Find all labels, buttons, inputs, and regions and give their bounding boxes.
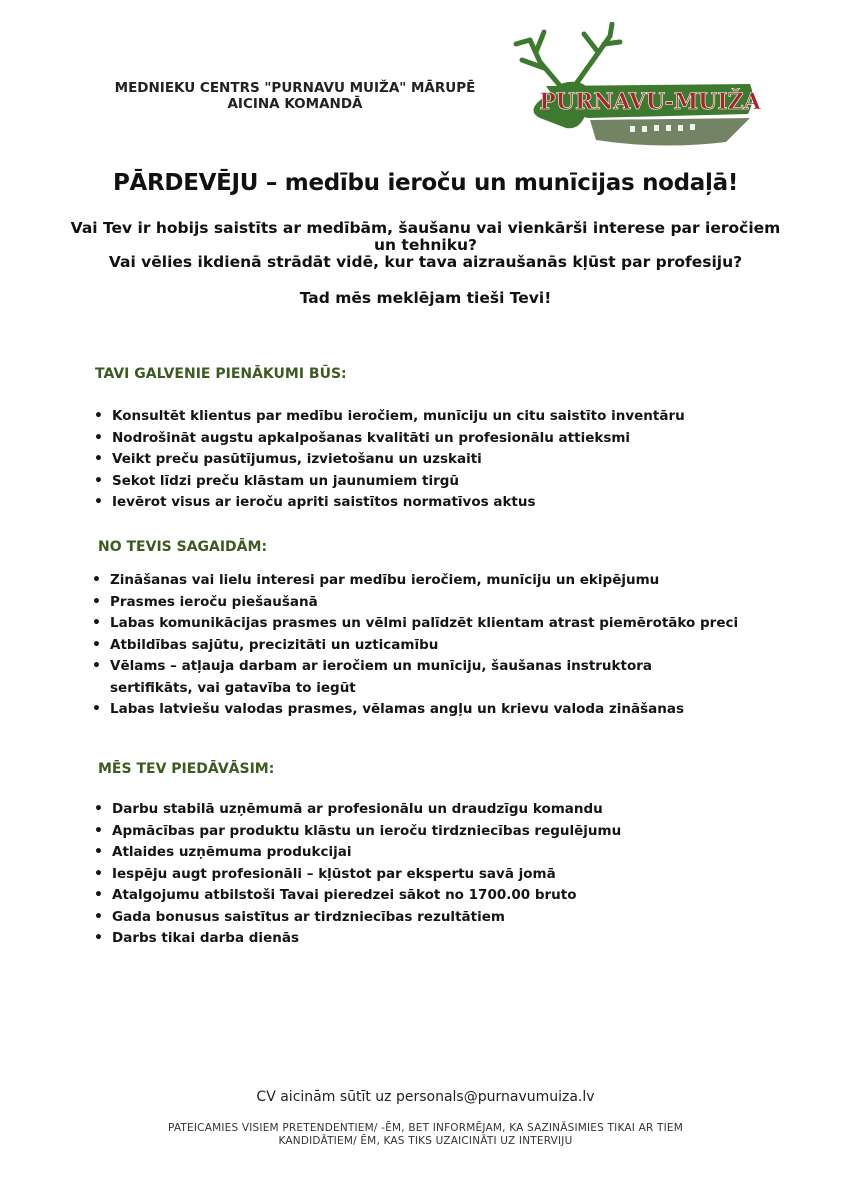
list-item: • Vēlams – atļauja darbam ar ieročiem un munīciju, šaušanas instruktora sertifikāts, vai gatavība to iegūt [90,656,690,699]
list-item: • Zināšanas vai lielu interesi par medību ieročiem, munīciju un ekipējumu [90,570,690,592]
list-item: • Veikt preču pasūtījumus, izvietošanu un uzskaiti [92,449,792,471]
deer-antlers-icon [500,22,762,150]
list-item: • Konsultēt klientus par medību ieročiem, munīciju un citu saistīto inventāru [92,406,792,428]
cv-contact-text: CV aicinām sūtīt uz personals@purnavumuiza.lv [256,1089,595,1105]
list-item: • Atbildības sajūtu, precizitāti un uzticamību [90,635,690,657]
footer-disclaimer: PATEICAMIES VISIEM PRETENDENTIEM/ -ĒM, BET INFORMĒJAM, KA SAZINĀSIMIES TIKAI AR TIEM KANDIDĀTIEM/ ĒM, KAS TIKS UZAICINĀTI UZ INTERVIJU [168,1122,683,1147]
list-item: • Darbu stabilā uzņēmumā ar profesionālu un draudzīgu komandu [92,799,792,821]
offer-section-title: MĒS TEV PIEDĀVĀSIM: [98,761,275,777]
duties-list [92,406,792,514]
call-to-action: Tad mēs meklējam tieši Tevi! [299,289,552,307]
list-item: • Darbs tikai darba dienās [92,928,792,950]
organization-name: MEDNIEKU CENTRS "PURNAVU MUIŽA" MĀRUPĒ [114,80,476,96]
list-item: • Labas komunikācijas prasmes un vēlmi palīdzēt klientam atrast piemērotāko preci [90,613,690,635]
list-item: • Atalgojumu atbilstoši Tavai pieredzei sākot no 1700.00 bruto [92,885,792,907]
page-title: PĀRDEVĒJU – medību ieroču un munīcijas nodaļā! [112,170,739,196]
duties-section-title: TAVI GALVENIE PIENĀKUMI BŪS: [95,366,347,382]
requirements-section-title: NO TEVIS SAGAIDĀM: [98,539,268,555]
list-item: • Ievērot visus ar ieroču apriti saistītos normatīvos aktus [92,492,792,514]
purnavu-muiza-logo [500,22,762,150]
list-item: • Atlaides uzņēmuma produkcijai [92,842,792,864]
list-item: • Nodrošināt augstu apkalpošanas kvalitāti un profesionālu attieksmi [92,428,792,450]
list-item: • Labas latviešu valodas prasmes, vēlamas angļu un krievu valoda zināšanas [90,699,690,721]
requirements-list [90,570,739,721]
intro-question-1: Vai Tev ir hobijs saistīts ar medībām, šaušanu vai vienkārši interese par ieročiem un tehniku? [70,219,781,254]
intro-question-2: Vai vēlies ikdienā strādāt vidē, kur tava aizraušanās kļūst par profesiju? [108,253,743,271]
organization-header [60,80,530,112]
list-item: • Iespēju augt profesionāli – kļūstot par ekspertu savā jomā [92,864,792,886]
logo-text: PURNAVU-MUIŽA [539,89,761,115]
intro-text [70,220,781,271]
organization-tagline: AICINA KOMANDĀ [227,96,363,112]
list-item: • Apmācības par produktu klāstu un ieroču tirdzniecības regulējumu [92,821,792,843]
offer-list [92,799,792,950]
list-item: • Prasmes ieroču piešaušanā [90,592,690,614]
list-item: • Gada bonusus saistītus ar tirdzniecības rezultātiem [92,907,792,929]
list-item: • Sekot līdzi preču klāstam un jaunumiem tirgū [92,471,792,493]
